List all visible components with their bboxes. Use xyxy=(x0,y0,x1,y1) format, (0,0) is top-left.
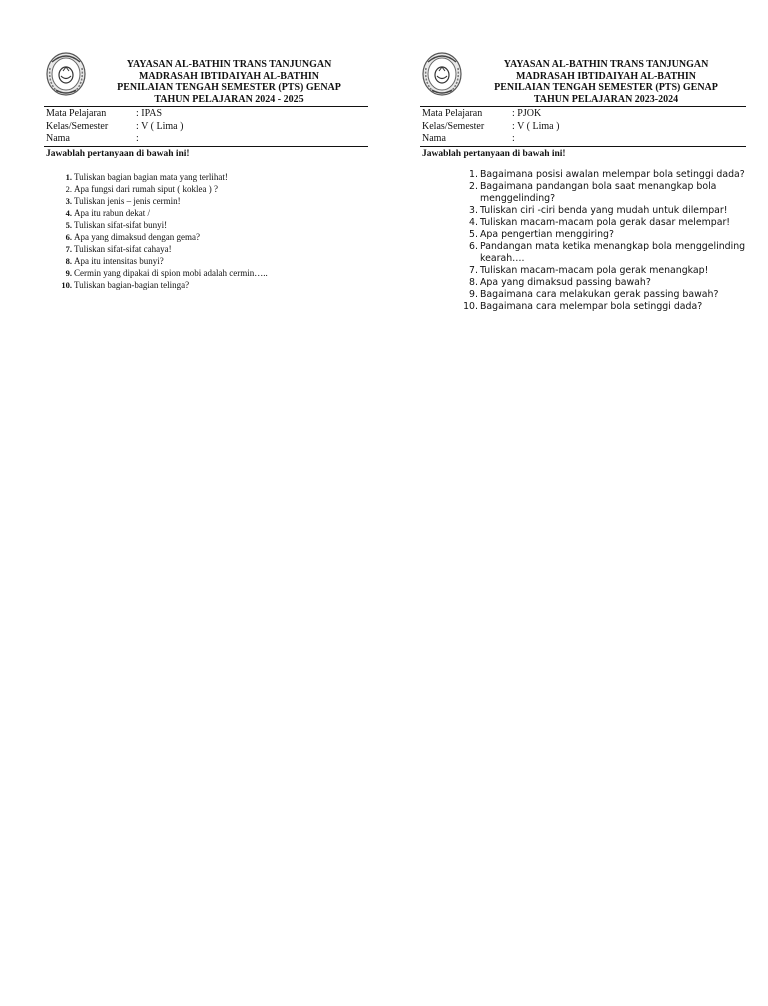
question-number: 3. xyxy=(65,195,72,206)
question-item xyxy=(420,205,746,217)
question-text: Apa yang dimaksud passing bawah? xyxy=(480,276,651,288)
question-number: 9. xyxy=(65,267,72,278)
info-value: : PJOK xyxy=(512,108,542,119)
question-text: Bagaimana cara melakukan gerak passing bawah? xyxy=(480,288,719,300)
question-item xyxy=(420,241,746,265)
question-text: Bagaimana pandangan bola saat menangkap bola menggelinding? xyxy=(480,180,717,204)
question-text: Apa itu rabun dekat / xyxy=(74,207,150,218)
info-label: Nama xyxy=(46,133,70,145)
info-label: Mata Pelajaran xyxy=(422,108,483,119)
info-row-name xyxy=(420,133,746,146)
info-value: : V ( Lima ) xyxy=(512,120,560,132)
question-number: 2. xyxy=(65,183,72,194)
exam-title-block xyxy=(466,59,746,105)
info-row-class xyxy=(420,121,746,134)
question-item xyxy=(44,243,368,255)
question-item xyxy=(420,217,746,229)
question-list xyxy=(44,171,368,291)
question-number: 1. xyxy=(469,168,478,180)
info-value: : xyxy=(136,133,139,145)
info-label: Kelas/Semester xyxy=(46,120,109,132)
question-item xyxy=(44,231,368,243)
question-text: Apa fungsi dari rumah siput ( koklea ) ? xyxy=(74,183,218,194)
info-row-class xyxy=(44,121,368,134)
question-text: Bagaimana cara melempar bola setinggi dada? xyxy=(480,300,703,312)
question-number: 2. xyxy=(469,180,478,192)
question-item xyxy=(44,279,368,291)
question-item xyxy=(420,277,746,289)
instruction-text: Jawablah pertanyaan di bawah ini! xyxy=(46,148,190,159)
academic-year: TAHUN PELAJARAN 2023-2024 xyxy=(533,93,679,105)
question-text: Tuliskan bagian bagian mata yang terlihat! xyxy=(74,171,228,182)
question-text: Apa itu intensitas bunyi? xyxy=(74,255,164,266)
question-number: 8. xyxy=(469,276,478,288)
exam-header xyxy=(420,44,746,106)
left-exam-sheet xyxy=(44,44,368,291)
question-list xyxy=(420,169,746,313)
school-name: MADRASAH IBTIDAIYAH AL-BATHIN xyxy=(138,70,320,82)
school-name: MADRASAH IBTIDAIYAH AL-BATHIN xyxy=(515,70,697,82)
question-item xyxy=(420,181,746,205)
question-item xyxy=(420,289,746,301)
question-item xyxy=(44,255,368,267)
exam-title-block xyxy=(90,59,368,105)
question-text: Bagaimana posisi awalan melempar bola setinggi dada? xyxy=(480,168,745,180)
question-number: 5. xyxy=(65,219,72,230)
question-number: 9. xyxy=(469,288,478,300)
student-info xyxy=(44,107,368,146)
info-divider xyxy=(420,146,746,147)
instruction-text: Jawablah pertanyaan di bawah ini! xyxy=(422,148,566,159)
info-value: : xyxy=(512,133,515,145)
question-item xyxy=(44,219,368,231)
info-value: : V ( Lima ) xyxy=(136,120,184,132)
right-exam-sheet xyxy=(420,44,746,313)
school-logo-icon xyxy=(44,48,88,98)
question-item xyxy=(44,267,368,279)
question-number: 6. xyxy=(65,231,72,242)
question-item xyxy=(420,229,746,241)
question-number: 8. xyxy=(65,255,72,266)
exam-name: PENILAIAN TENGAH SEMESTER (PTS) GENAP xyxy=(117,82,341,94)
exam-header xyxy=(44,44,368,106)
school-logo-icon xyxy=(420,48,464,98)
question-text: Tuliskan jenis – jenis cermin! xyxy=(74,195,181,206)
info-label: Mata Pelajaran xyxy=(46,108,107,119)
question-number: 4. xyxy=(65,207,72,218)
question-text: Tuliskan bagian-bagian telinga? xyxy=(74,279,190,290)
foundation-name: YAYASAN AL-BATHIN TRANS TANJUNGAN xyxy=(126,59,332,70)
question-text: Tuliskan macam-macam pola gerak menangkap! xyxy=(480,264,709,276)
info-row-subject xyxy=(44,108,368,121)
info-label: Kelas/Semester xyxy=(422,120,485,132)
foundation-name: YAYASAN AL-BATHIN TRANS TANJUNGAN xyxy=(503,59,709,70)
question-text: Tuliskan macam-macam pola gerak dasar melempar! xyxy=(480,216,731,228)
question-number: 1. xyxy=(65,171,72,182)
question-item xyxy=(44,195,368,207)
question-text: Tuliskan sifat-sifat bunyi! xyxy=(74,219,168,230)
student-info xyxy=(420,107,746,146)
question-item xyxy=(420,301,746,313)
info-divider xyxy=(44,146,368,147)
question-text: Tuliskan sifat-sifat cahaya! xyxy=(74,243,172,254)
question-number: 3. xyxy=(469,204,478,216)
info-value: : IPAS xyxy=(136,108,163,119)
info-row-name xyxy=(44,133,368,146)
question-item xyxy=(44,207,368,219)
question-text: Pandangan mata ketika menangkap bola menggelinding kearah…. xyxy=(480,240,746,264)
question-text: Cermin yang dipakai di spion mobi adalah cermin….. xyxy=(74,267,268,278)
question-number: 5. xyxy=(469,228,478,240)
question-item xyxy=(44,171,368,183)
question-item xyxy=(44,183,368,195)
question-number: 7. xyxy=(469,264,478,276)
question-item xyxy=(420,169,746,181)
question-number: 6. xyxy=(469,240,478,252)
question-number: 10. xyxy=(463,300,478,312)
info-row-subject xyxy=(420,108,746,121)
academic-year: TAHUN PELAJARAN 2024 - 2025 xyxy=(154,93,304,105)
question-number: 7. xyxy=(65,243,72,254)
exam-name: PENILAIAN TENGAH SEMESTER (PTS) GENAP xyxy=(494,82,718,94)
question-text: Tuliskan ciri -ciri benda yang mudah untuk dilempar! xyxy=(480,204,728,216)
question-text: Apa yang dimaksud dengan gema? xyxy=(74,231,200,242)
question-item xyxy=(420,265,746,277)
question-number: 10. xyxy=(61,279,72,290)
info-label: Nama xyxy=(422,133,446,145)
question-number: 4. xyxy=(469,216,478,228)
question-text: Apa pengertian menggiring? xyxy=(480,228,614,240)
